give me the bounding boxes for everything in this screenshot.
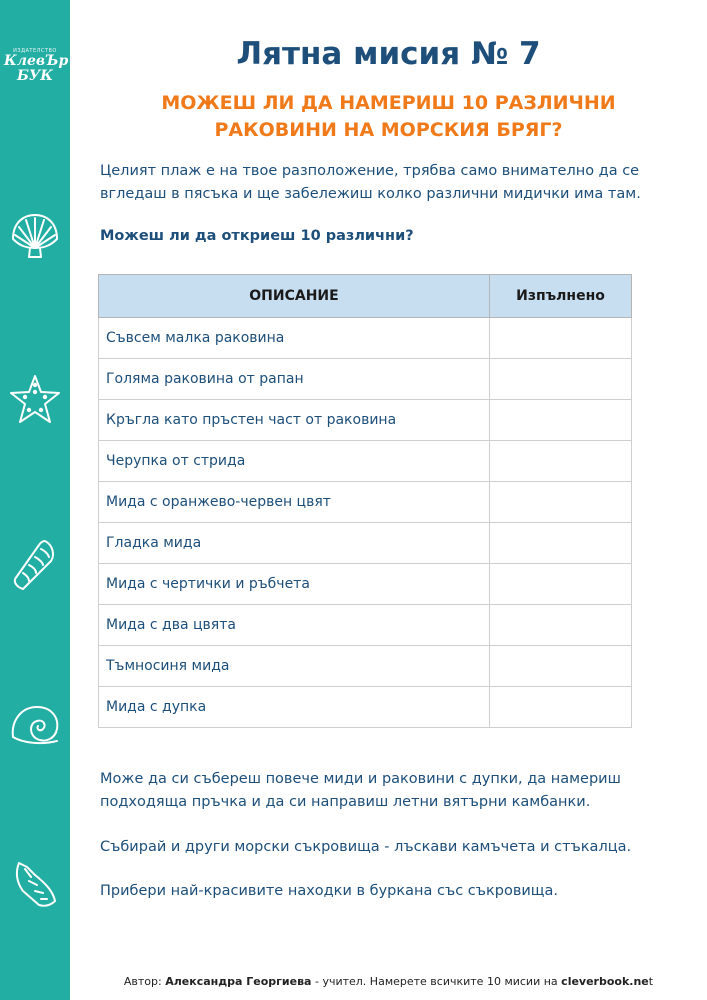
column-header-description: ОПИСАНИЕ (99, 275, 490, 318)
credit-prefix: Автор: (123, 975, 166, 988)
credit-site-link[interactable]: cleverbook.ne (561, 975, 649, 988)
logo-line2: БУК (16, 68, 54, 84)
subtitle-line2: РАКОВИНИ НА МОРСКИЯ БРЯГ? (214, 119, 563, 141)
column-header-done: Изпълнено (490, 275, 632, 318)
tip-1-line2: подходяща пръчка и да си направиш летни вятърни камбанки. (100, 794, 591, 810)
table-row (99, 441, 632, 482)
done-checkbox-cell[interactable] (490, 318, 632, 359)
row-description: Тъмносиня мида (99, 646, 490, 687)
conch-shell-icon (5, 855, 65, 915)
done-checkbox-cell[interactable] (490, 359, 632, 400)
tip-paragraph-1 (100, 768, 677, 814)
table-row (99, 359, 632, 400)
tip-1-line1: Може да си събереш повече миди и раковини с дупки, да намериш (100, 771, 621, 787)
row-description: Кръгла като пръстен част от раковина (99, 400, 490, 441)
table-row (99, 687, 632, 728)
author-credit (70, 975, 707, 988)
worksheet (70, 0, 707, 1000)
tip-paragraph-3: Прибери най-красивите находки в буркана със съкровища. (100, 883, 558, 899)
mission-table (98, 274, 632, 728)
table-row (99, 523, 632, 564)
row-description: Мида с дупка (99, 687, 490, 728)
table-row (99, 318, 632, 359)
page-title: Лятна мисия № 7 (236, 36, 541, 72)
table-header-row (99, 275, 632, 318)
sidebar (0, 0, 70, 1000)
question-text: Можеш ли да откриеш 10 различни? (100, 228, 414, 244)
intro-paragraph (100, 160, 677, 206)
done-checkbox-cell[interactable] (490, 646, 632, 687)
snail-shell-icon (5, 695, 65, 755)
row-description: Мида с оранжево-червен цвят (99, 482, 490, 523)
row-description: Мида с два цвята (99, 605, 490, 646)
done-checkbox-cell[interactable] (490, 523, 632, 564)
table-row (99, 482, 632, 523)
intro-line1: Целият плаж е на твое разположение, трябва само внимателно да се (100, 163, 640, 179)
done-checkbox-cell[interactable] (490, 441, 632, 482)
done-checkbox-cell[interactable] (490, 400, 632, 441)
row-description: Гладка мида (99, 523, 490, 564)
row-description: Голяма раковина от рапан (99, 359, 490, 400)
done-checkbox-cell[interactable] (490, 564, 632, 605)
scallop-shell-icon (5, 205, 65, 265)
page-subtitle (70, 90, 707, 144)
row-description: Съвсем малка раковина (99, 318, 490, 359)
logo-line1: КлевЪр (4, 53, 69, 69)
starfish-icon (5, 370, 65, 430)
table-row (99, 605, 632, 646)
publisher-logo (4, 48, 69, 84)
done-checkbox-cell[interactable] (490, 605, 632, 646)
table-row (99, 564, 632, 605)
subtitle-line1: МОЖЕШ ЛИ ДА НАМЕРИШ 10 РАЗЛИЧНИ (161, 92, 616, 114)
tip-paragraph-2: Събирай и други морски съкровища - лъскави камъчета и стъкалца. (100, 839, 632, 855)
table-row (99, 646, 632, 687)
logo-top-text: ИЗДАТЕЛСТВО (13, 48, 57, 54)
done-checkbox-cell[interactable] (490, 482, 632, 523)
row-description: Черупка от стрида (99, 441, 490, 482)
table-row (99, 400, 632, 441)
credit-middle: - учител. Намерете всичките 10 мисии на (311, 975, 562, 988)
done-checkbox-cell[interactable] (490, 687, 632, 728)
credit-author: Александра Георгиева (165, 975, 312, 988)
cone-shell-icon (5, 535, 65, 595)
credit-suffix: t (648, 975, 654, 988)
row-description: Мида с чертички и ръбчета (99, 564, 490, 605)
intro-line2: вгледаш в пясъка и ще забележиш колко различни мидички има там. (100, 186, 641, 202)
